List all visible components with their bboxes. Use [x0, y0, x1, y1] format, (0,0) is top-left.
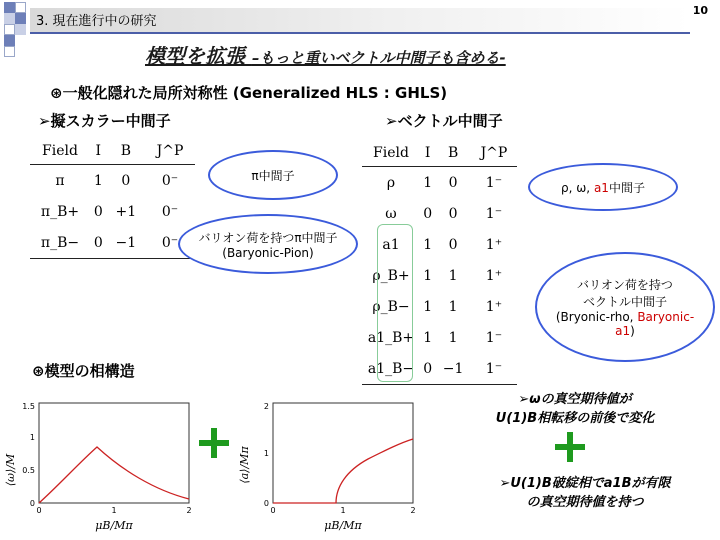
a1-vev-plot	[238, 395, 428, 535]
table-cell: 1⁻	[471, 353, 517, 385]
callout-rho-omega-a1-text	[561, 179, 645, 196]
callout-baryonic-vector-en2	[615, 324, 635, 338]
a1-vev-note	[480, 472, 690, 510]
table-header: J^P	[145, 138, 195, 165]
table-cell: 0	[420, 353, 435, 385]
plot-frame	[39, 403, 189, 503]
table-cell: 1	[423, 329, 433, 346]
page-number: 10	[692, 4, 708, 17]
table-cell: π_B+	[40, 203, 80, 220]
slide-title	[145, 40, 506, 69]
a1-vev-note-line1: ➢U(1)B破綻相でa1Bが有限	[499, 476, 671, 491]
table-cell: a1	[382, 236, 400, 253]
section-title: 3. 現在進行中の研究	[36, 14, 157, 29]
pseudoscalar-table	[30, 138, 195, 259]
deco-square	[4, 35, 15, 46]
table-cell: 1	[93, 172, 103, 189]
deco-square	[4, 24, 15, 35]
table-cell: 0	[448, 205, 458, 222]
bullet-ghls	[50, 82, 447, 103]
table-cell: 1	[448, 267, 458, 284]
bullet-icon: ⊛	[50, 84, 63, 102]
ytick-label: 0	[263, 499, 269, 508]
table-cell: ρ_B+	[372, 267, 410, 284]
callout-baryonic-pion	[178, 214, 358, 274]
deco-square	[4, 2, 15, 13]
plot-ylabel: ⟨ω⟩/M	[4, 453, 17, 487]
table-cell: 0	[448, 174, 458, 191]
table-row	[30, 165, 195, 197]
table-cell: ρ_B−	[372, 298, 410, 315]
table-cell: 0⁻	[161, 203, 179, 220]
plus-icon	[199, 428, 229, 458]
a1-vev-curve	[273, 439, 413, 503]
table-cell: −1	[435, 353, 471, 385]
xtick-label: 2	[186, 506, 192, 515]
bullet-icon: ⊛	[32, 362, 45, 380]
bullet-pseudoscalar	[38, 110, 171, 131]
deco-square	[4, 13, 15, 24]
omega-vev-plot	[4, 395, 204, 535]
ytick-label: 0	[29, 499, 35, 508]
ytick-label: 0.5	[22, 466, 35, 475]
table-cell: 1	[423, 174, 433, 191]
xtick-label: 2	[410, 506, 416, 515]
arrow-icon: ➢	[385, 112, 398, 130]
a1-vev-note-line2: の真空期待値を持つ	[526, 495, 644, 510]
table-header: J^P	[471, 140, 517, 167]
table-cell: +1	[115, 203, 137, 220]
callout-rho-omega-a1	[528, 163, 678, 211]
arrow-icon: ➢	[38, 112, 51, 130]
table-header: I	[420, 140, 435, 167]
bullet-vector-text: ベクトル中間子	[397, 112, 503, 130]
plus-icon	[555, 432, 585, 462]
callout-baryonic-pion-jp: バリオン荷を持つπ中間子	[198, 230, 338, 245]
table-cell: 1⁺	[485, 236, 503, 253]
table-cell: 1	[423, 267, 433, 284]
bullet-phase-structure	[32, 360, 135, 381]
table-cell: 1⁻	[485, 329, 503, 346]
omega-vev-note-line1: ➢ωの真空期待値が	[518, 392, 632, 407]
callout-baryonic-vector-jp1: バリオン荷を持つ	[577, 278, 673, 292]
table-row	[362, 167, 517, 199]
title-main: 模型を拡張	[145, 44, 245, 68]
bullet-vector	[385, 110, 503, 131]
table-cell: 0⁻	[161, 172, 179, 189]
bullet-pseudoscalar-text: 擬スカラー中間子	[50, 112, 171, 130]
callout-baryonic-vector-jp2: ベクトル中間子	[582, 295, 667, 309]
xtick-label: 0	[36, 506, 42, 515]
callout-text-red: Baryonic-	[637, 310, 695, 324]
ytick-label: 1.5	[22, 402, 35, 411]
xtick-label: 0	[270, 506, 276, 515]
table-cell: 1⁻	[485, 205, 503, 222]
baryonic-field-highlight	[377, 224, 413, 382]
table-row	[30, 196, 195, 227]
deco-square	[15, 2, 26, 13]
plot-xlabel: μB/Mπ	[324, 519, 362, 532]
header-rule	[30, 32, 690, 34]
callout-baryonic-vector	[535, 252, 715, 362]
callout-baryonic-pion-en: (Baryonic-Pion)	[222, 245, 314, 260]
omega-vev-curve	[39, 447, 189, 503]
plot-ylabel: ⟨a⟩/Mπ	[238, 446, 251, 484]
table-cell: π	[55, 172, 65, 189]
bullet-phase-text: 模型の相構造	[44, 362, 135, 380]
table-cell: π_B−	[30, 227, 90, 259]
plot-xlabel: μB/Mπ	[95, 519, 133, 532]
table-cell: 0	[90, 227, 107, 259]
table-header: B	[435, 140, 471, 167]
table-cell: 1	[423, 236, 433, 253]
table-cell: 1⁺	[485, 267, 503, 284]
table-cell: a1_B−	[362, 353, 420, 385]
ytick-label: 1	[29, 433, 35, 442]
table-header: B	[107, 138, 145, 165]
title-sub: –もっと重いベクトル中間子も含める-	[251, 49, 506, 67]
table-header: Field	[362, 140, 420, 167]
table-cell: 1⁻	[485, 174, 503, 191]
table-cell: 1	[448, 298, 458, 315]
callout-text-part: ρ, ω,	[561, 180, 594, 195]
table-header: Field	[30, 138, 90, 165]
table-cell: 1	[423, 298, 433, 315]
callout-text-part: )	[630, 324, 635, 338]
table-cell: 0	[121, 172, 131, 189]
callout-baryonic-vector-en1	[556, 310, 694, 324]
table-cell: 1	[448, 329, 458, 346]
table-cell: 0	[93, 203, 103, 220]
omega-vev-note-line2: U(1)B相転移の前後で変化	[495, 411, 655, 426]
callout-text-red: a1	[593, 180, 609, 195]
table-cell: 0	[423, 205, 433, 222]
table-cell: a1_B+	[367, 329, 415, 346]
table-cell: −1	[107, 227, 145, 259]
xtick-label: 1	[111, 506, 117, 515]
table-row	[30, 227, 195, 259]
table-cell: ρ	[386, 174, 396, 191]
callout-text-red: a1	[615, 324, 631, 338]
ytick-label: 2	[263, 402, 269, 411]
table-cell: ω	[385, 205, 397, 222]
omega-vev-note	[470, 388, 680, 426]
table-header: I	[90, 138, 107, 165]
deco-square	[15, 13, 26, 24]
ytick-label: 1	[263, 449, 269, 458]
table-cell: 0	[448, 236, 458, 253]
callout-pi-meson-text: π中間子	[251, 168, 295, 183]
xtick-label: 1	[340, 506, 346, 515]
callout-text-part: (Bryonic-rho,	[555, 310, 638, 324]
table-cell: 0⁻	[145, 227, 195, 259]
callout-text-part: 中間子	[608, 180, 645, 195]
deco-square	[4, 46, 15, 57]
table-cell: 1⁺	[485, 298, 503, 315]
bullet-ghls-text: 一般化隠れた局所対称性 (Generalized HLS : GHLS)	[62, 84, 448, 102]
callout-pi-meson	[208, 150, 338, 200]
plot-frame	[273, 403, 413, 503]
deco-square	[15, 24, 26, 35]
